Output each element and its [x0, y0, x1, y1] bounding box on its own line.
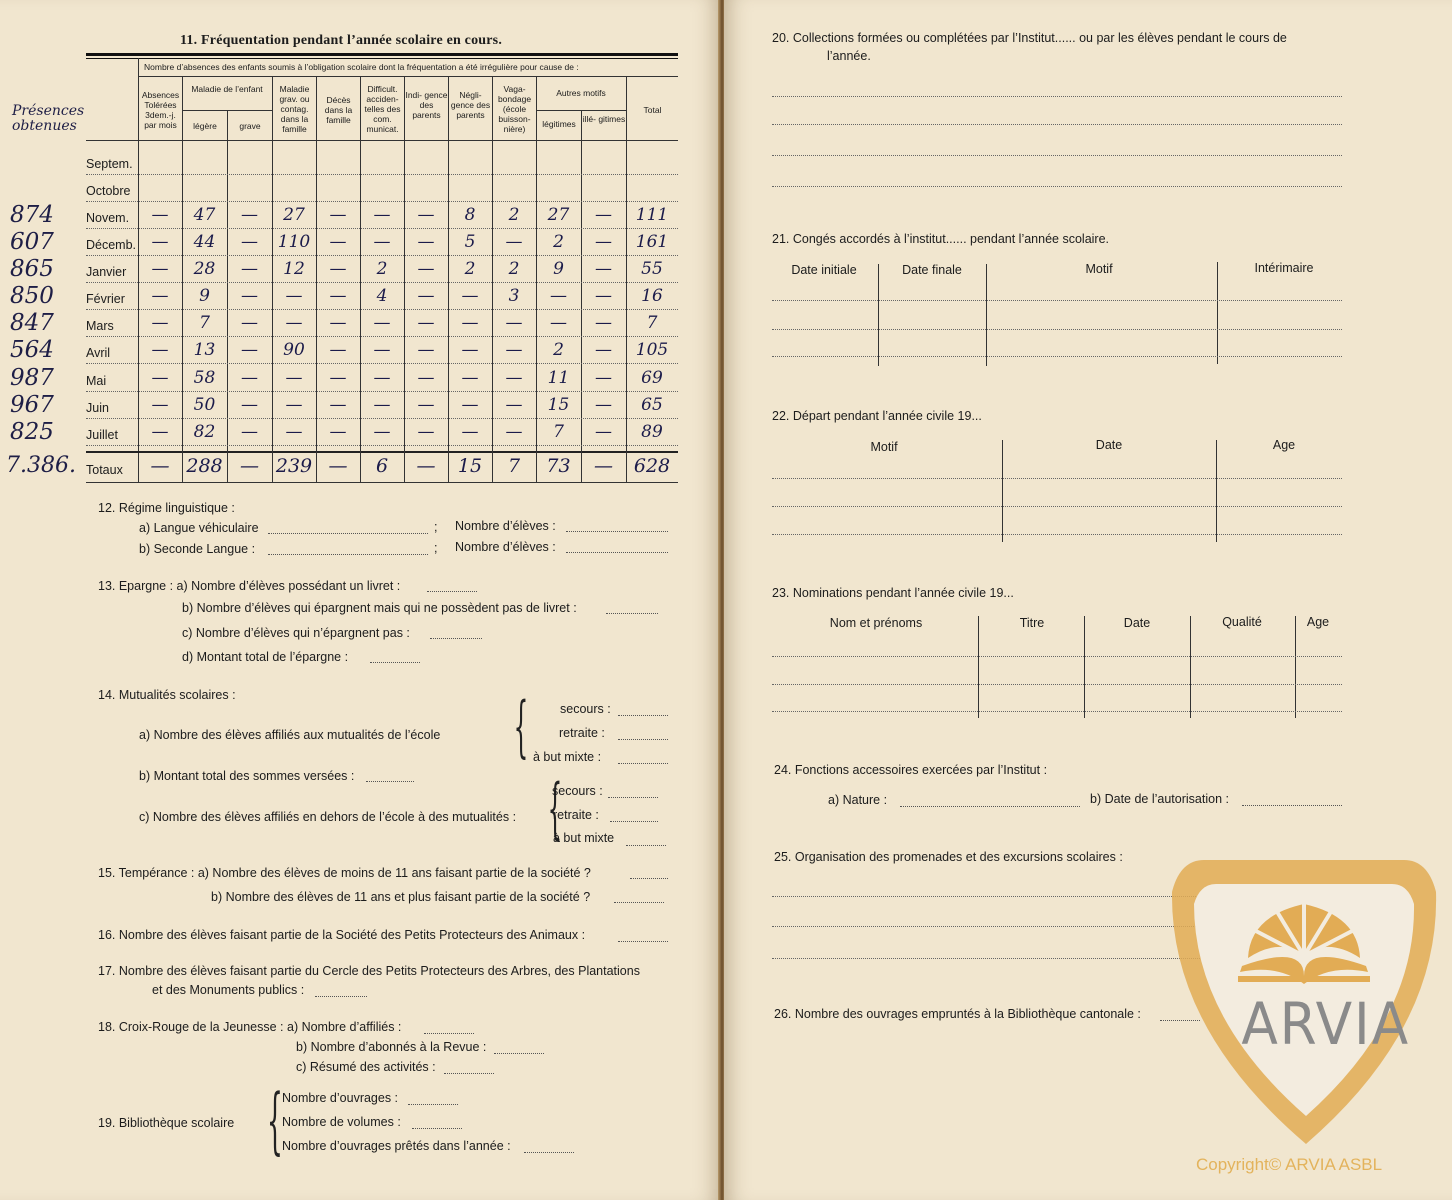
- month-label: Mars: [86, 319, 114, 333]
- dotted-line: [772, 711, 1342, 712]
- attendance-cell: —: [505, 422, 523, 442]
- s22-title: 22. Départ pendant l’année civile 19...: [772, 409, 982, 423]
- attendance-cell: 11: [547, 368, 570, 388]
- attendance-cell: —: [241, 368, 258, 388]
- dotted-line: [606, 601, 658, 619]
- col-line: [1084, 616, 1085, 718]
- attendance-cell: —: [241, 286, 258, 306]
- dotted-line: [772, 478, 1342, 479]
- dotted-line: [772, 506, 1342, 507]
- s21-col-date-initiale: Date initiale: [791, 263, 857, 277]
- attendance-cell: 2: [376, 259, 388, 279]
- attendance-cell: —: [151, 340, 169, 360]
- attendance-cell: 111: [635, 205, 669, 225]
- month-label: Septem.: [86, 157, 133, 171]
- hdr-legere: légère: [193, 121, 217, 131]
- attendance-cell: —: [505, 232, 523, 252]
- month-label: Mai: [86, 374, 107, 388]
- attendance-cell: —: [417, 422, 435, 442]
- attendance-cell: 27: [547, 205, 570, 225]
- attendance-cell: —: [373, 368, 391, 388]
- presence-value: 850: [10, 283, 54, 309]
- copyright-notice: Copyright© ARVIA ASBL: [1196, 1155, 1383, 1174]
- dotted-line: [772, 356, 1342, 357]
- attendance-cell: —: [461, 313, 479, 333]
- s21-col-date-finale: Date finale: [902, 263, 962, 277]
- hdr-grave: grave: [239, 121, 261, 131]
- col-line: [986, 264, 987, 366]
- dotted-line: [427, 579, 477, 597]
- attendance-cell: 3: [508, 286, 520, 306]
- s15-b: b) Nombre des élèves de 11 ans et plus faisant partie de la société ?: [211, 890, 591, 904]
- s23-col-qualite: Qualité: [1222, 615, 1262, 629]
- attendance-cell: —: [241, 313, 258, 333]
- attendance-cell: —: [595, 368, 612, 388]
- attendance-cell: —: [151, 313, 169, 333]
- dotted-line: [268, 542, 428, 560]
- s12-a: a) Langue véhiculaire: [139, 521, 259, 535]
- attendance-cell: —: [373, 422, 391, 442]
- dotted-line: [524, 1140, 574, 1158]
- attendance-cell: —: [550, 313, 567, 333]
- attendance-cell: —: [241, 232, 258, 252]
- total-cell: 73: [546, 455, 571, 477]
- dotted-line: [618, 929, 668, 947]
- attendance-cell: —: [285, 422, 303, 442]
- attendance-cell: —: [595, 340, 612, 360]
- attendance-cell: —: [329, 232, 347, 252]
- attendance-cell: —: [151, 368, 169, 388]
- attendance-cell: —: [550, 286, 567, 306]
- attendance-cell: —: [151, 205, 169, 225]
- col-line: [878, 264, 879, 366]
- attendance-cell: —: [285, 368, 303, 388]
- dotted-line: [618, 727, 668, 745]
- hdr-indigence: Indi- gence des parents: [405, 90, 448, 120]
- presence-value: 967: [10, 392, 54, 418]
- s23-col-age: Age: [1306, 615, 1330, 629]
- attendance-cell: —: [241, 259, 258, 279]
- s22-col-motif: Motif: [870, 440, 898, 454]
- attendance-cell: —: [151, 259, 169, 279]
- dotted-line: [1242, 793, 1342, 811]
- attendance-cell: 105: [635, 340, 669, 360]
- attendance-cell: 2: [553, 232, 564, 252]
- hdr-deces: Décès dans la famille: [324, 95, 353, 125]
- attendance-cell: 7: [646, 313, 658, 333]
- dotted-line: [900, 794, 1080, 812]
- attendance-cell: 16: [641, 286, 663, 306]
- s17-line2: et des Monuments publics :: [152, 983, 305, 997]
- attendance-cell: —: [461, 286, 479, 306]
- table-bottom-line: [86, 482, 678, 483]
- s14-b: b) Montant total des sommes versées :: [139, 769, 355, 783]
- dotted-line: [772, 534, 1342, 535]
- row-dotted-line: [86, 228, 678, 229]
- attendance-cell: —: [595, 232, 612, 252]
- row-dotted-line: [86, 309, 678, 310]
- attendance-cell: —: [241, 340, 258, 360]
- s25-text: 25. Organisation des promenades et des excursions scolaires :: [774, 850, 1123, 864]
- attendance-cell: 8: [464, 205, 476, 225]
- attendance-cell: —: [373, 395, 391, 415]
- dotted-line: [772, 124, 1342, 125]
- s13-title: 13. Epargne : a) Nombre d’élèves possédant un livret :: [98, 579, 401, 593]
- attendance-cell: —: [505, 313, 523, 333]
- attendance-cell: 15: [547, 395, 570, 415]
- attendance-cell: —: [461, 395, 479, 415]
- header-bottom-line: [86, 140, 678, 141]
- attendance-cell: 89: [641, 422, 663, 442]
- s20-line1: 20. Collections formées ou complétées par l’Institut...... ou par les élèves pendant le cours de: [772, 31, 1287, 45]
- dotted-line: [408, 1092, 458, 1110]
- attendance-cell: —: [329, 340, 347, 360]
- presence-value: 874: [10, 202, 54, 228]
- s24-a: a) Nature :: [828, 793, 888, 807]
- s18-title: 18. Croix-Rouge de la Jeunesse : a) Nombre d’affiliés :: [98, 1020, 402, 1034]
- attendance-cell: 44: [193, 232, 216, 252]
- attendance-cell: 65: [641, 395, 663, 415]
- attendance-cell: —: [417, 259, 435, 279]
- attendance-cell: —: [417, 232, 435, 252]
- attendance-cell: 4: [376, 286, 388, 306]
- total-cell: —: [240, 455, 259, 477]
- s13-c: c) Nombre d’élèves qui n’épargnent pas :: [182, 626, 410, 640]
- attendance-cell: —: [151, 286, 169, 306]
- s21-col-interimaire: Intérimaire: [1254, 261, 1314, 275]
- dotted-line: [566, 540, 668, 558]
- attendance-cell: 110: [277, 232, 311, 252]
- s12-title: 12. Régime linguistique :: [98, 501, 235, 515]
- attendance-cell: 9: [199, 286, 210, 306]
- s24-title: 24. Fonctions accessoires exercées par l’Institut :: [774, 763, 1048, 777]
- attendance-cell: —: [595, 422, 612, 442]
- s12-b: b) Seconde Langue :: [139, 542, 256, 556]
- attendance-cell: —: [373, 205, 391, 225]
- s22-col-date: Date: [1095, 438, 1123, 452]
- attendance-cell: —: [329, 205, 347, 225]
- s14-secours2: secours :: [552, 784, 603, 798]
- attendance-cell: —: [329, 422, 347, 442]
- dotted-line: [430, 626, 482, 644]
- month-label: Octobre: [86, 184, 131, 198]
- s19-ouvrages: Nombre d’ouvrages :: [282, 1091, 399, 1105]
- dotted-line: [370, 650, 420, 668]
- header-line: [138, 76, 678, 77]
- dotted-line: [366, 769, 414, 787]
- dotted-line: [608, 785, 658, 803]
- month-label: Juin: [86, 401, 109, 415]
- attendance-cell: 13: [193, 340, 216, 360]
- attendance-cell: —: [461, 422, 479, 442]
- presence-value: 847: [10, 310, 54, 336]
- totals-line: [86, 451, 678, 453]
- total-cell: 7: [507, 455, 521, 477]
- dotted-line: [424, 1021, 474, 1039]
- dotted-line: [315, 984, 367, 1002]
- hdr-negligence: Négli- gence des parents: [450, 90, 491, 120]
- attendance-cell: —: [417, 286, 435, 306]
- s12-nb1: Nombre d’élèves :: [455, 519, 556, 533]
- col-line: [1002, 440, 1003, 542]
- row-dotted-line: [86, 174, 678, 175]
- dotted-line: [772, 155, 1342, 156]
- title-rule-thin: [86, 58, 678, 59]
- title-rule-thick: [86, 53, 678, 56]
- month-label: Juillet: [86, 428, 118, 442]
- attendance-cell: —: [373, 340, 391, 360]
- total-cell: —: [328, 455, 348, 477]
- attendance-cell: 2: [508, 259, 520, 279]
- attendance-cell: —: [461, 368, 479, 388]
- attendance-cell: 2: [464, 259, 476, 279]
- s22-col-age: Age: [1272, 438, 1296, 452]
- attendance-cell: —: [417, 205, 435, 225]
- attendance-cell: —: [373, 232, 391, 252]
- attendance-cell: —: [417, 368, 435, 388]
- attendance-cell: —: [285, 286, 303, 306]
- s23-title: 23. Nominations pendant l’année civile 19...: [772, 586, 1014, 600]
- attendance-cell: —: [373, 313, 391, 333]
- attendance-cell: —: [241, 205, 258, 225]
- attendance-cell: —: [417, 313, 435, 333]
- attendance-cell: —: [329, 395, 347, 415]
- section-11-title: 11. Fréquentation pendant l’année scolaire en cours.: [180, 33, 503, 48]
- hdr-maladie-grav: Maladie grav. ou contag. dans la famille: [279, 84, 310, 134]
- month-label: Décemb.: [86, 238, 137, 252]
- dotted-line: [626, 833, 666, 851]
- s12-semi-1: ;: [434, 520, 438, 534]
- dotted-line: [618, 751, 668, 769]
- attendance-cell: —: [595, 205, 612, 225]
- dotted-line: [772, 656, 1342, 657]
- attendance-cell: —: [417, 340, 435, 360]
- s26-text: 26. Nombre des ouvrages empruntés à la Bibliothèque cantonale :: [774, 1007, 1141, 1021]
- s14-retraite: retraite :: [559, 726, 605, 740]
- s14-retraite2: retraite :: [553, 808, 599, 822]
- left-page: [0, 0, 720, 1200]
- hdr-autres: Autres motifs: [556, 88, 606, 98]
- total-cell: 288: [186, 455, 223, 477]
- logo-text: ARVIA: [1241, 990, 1410, 1058]
- attendance-cell: —: [329, 368, 347, 388]
- attendance-cell: —: [595, 395, 612, 415]
- total-cell: 628: [633, 455, 671, 477]
- presence-value: 564: [10, 337, 54, 363]
- presence-total: 7.386.: [6, 453, 76, 478]
- hdr-legitimes: légitimes: [542, 119, 576, 129]
- s14-mixte2: à but mixte: [553, 831, 615, 845]
- s13-d: d) Montant total de l’épargne :: [182, 650, 349, 664]
- month-label: Avril: [86, 346, 111, 360]
- s14-mixte: à but mixte :: [533, 750, 602, 764]
- attendance-cell: 28: [193, 259, 216, 279]
- s20-line2: l’année.: [827, 49, 871, 63]
- total-cell: —: [150, 455, 170, 477]
- attendance-cell: —: [595, 313, 612, 333]
- hdr-illegitimes: illé- gitimes: [582, 114, 626, 124]
- month-label: Janvier: [86, 265, 127, 279]
- s23-col-titre: Titre: [1019, 616, 1045, 630]
- attendance-cell: —: [151, 395, 169, 415]
- attendance-cell: —: [285, 395, 303, 415]
- col-line: [978, 616, 979, 718]
- row-dotted-line: [86, 391, 678, 392]
- attendance-cell: —: [151, 232, 169, 252]
- s17-line1: 17. Nombre des élèves faisant partie du Cercle des Petits Protecteurs des Arbres, des Plantations: [98, 964, 640, 978]
- s13-b: b) Nombre d’élèves qui épargnent mais qui ne possèdent pas de livret :: [182, 601, 577, 615]
- attendance-cell: 69: [641, 368, 663, 388]
- hdr-maladie: Maladie de l’enfant: [191, 84, 263, 94]
- dotted-line: [566, 519, 668, 537]
- attendance-cell: 90: [283, 340, 305, 360]
- attendance-cell: —: [595, 286, 612, 306]
- s24-b: b) Date de l’autorisation :: [1090, 792, 1229, 806]
- arvia-logo: [1168, 858, 1440, 1148]
- month-label: Février: [86, 292, 125, 306]
- s14-c: c) Nombre des élèves affiliés en dehors de l’école à des mutualités :: [139, 810, 517, 824]
- s19-volumes: Nombre de volumes :: [282, 1115, 401, 1129]
- s12-nb2: Nombre d’élèves :: [455, 540, 556, 554]
- col-line: [1295, 616, 1296, 718]
- dotted-line: [618, 703, 668, 721]
- row-dotted-line: [86, 201, 678, 202]
- s14-a: a) Nombre des élèves affiliés aux mutualités de l’école: [139, 728, 441, 742]
- attendance-cell: —: [417, 395, 435, 415]
- brace-icon: {: [547, 770, 563, 847]
- total-cell: —: [594, 455, 613, 477]
- attendance-cell: 7: [199, 313, 210, 333]
- brace-icon: {: [513, 688, 529, 765]
- total-cell: 239: [275, 455, 313, 477]
- attendance-cell: 161: [635, 232, 669, 252]
- s14-secours: secours :: [560, 702, 611, 716]
- dotted-line: [772, 96, 1342, 97]
- row-dotted-line: [86, 282, 678, 283]
- s21-title: 21. Congés accordés à l’institut...... pendant l’année scolaire.: [772, 232, 1110, 246]
- attendance-cell: —: [505, 340, 523, 360]
- attendance-cell: —: [241, 395, 258, 415]
- s19-title: 19. Bibliothèque scolaire: [98, 1116, 235, 1130]
- s12-semi-2: ;: [434, 541, 438, 555]
- row-dotted-line: [86, 363, 678, 364]
- s18-c: c) Résumé des activités :: [296, 1060, 436, 1074]
- attendance-cell: 9: [553, 259, 564, 279]
- dotted-line: [630, 866, 668, 884]
- attendance-cell: —: [329, 286, 347, 306]
- dotted-line: [772, 300, 1342, 301]
- total-cell: 6: [375, 455, 389, 477]
- col-line: [1216, 440, 1217, 542]
- col-line: [1217, 262, 1218, 364]
- dotted-line: [772, 329, 1342, 330]
- row-dotted-line: [86, 255, 678, 256]
- s18-b: b) Nombre d’abonnés à la Revue :: [296, 1040, 487, 1054]
- dotted-line: [444, 1061, 494, 1079]
- dotted-line: [610, 809, 658, 827]
- attendance-cell: —: [241, 422, 258, 442]
- hdr-total: Total: [643, 105, 662, 115]
- hdr-absences: Absences Tolérées 3dem.-j. par mois: [141, 90, 180, 130]
- margin-note: Présences obtenues: [12, 103, 85, 134]
- attendance-cell: 55: [641, 259, 663, 279]
- s19-pretes: Nombre d’ouvrages prêtés dans l’année :: [282, 1139, 511, 1153]
- attendance-cell: 5: [464, 232, 476, 252]
- attendance-cell: 12: [283, 259, 305, 279]
- col-line: [1190, 616, 1191, 718]
- attendance-cell: 2: [553, 340, 564, 360]
- s16-text: 16. Nombre des élèves faisant partie de la Société des Petits Protecteurs des Animaux :: [98, 928, 586, 942]
- brace-icon: {: [266, 1078, 283, 1162]
- attendance-cell: 58: [193, 368, 216, 388]
- attendance-cell: —: [151, 422, 169, 442]
- attendance-cell: —: [329, 313, 347, 333]
- hdr-vagabondage: Vaga- bondage (école buisson- nière): [497, 84, 532, 134]
- dotted-line: [614, 890, 664, 908]
- dotted-line: [494, 1041, 544, 1059]
- dotted-line: [268, 521, 428, 539]
- attendance-cell: 47: [193, 205, 216, 225]
- attendance-cell: 2: [508, 205, 520, 225]
- dotted-line: [772, 684, 1342, 685]
- row-dotted-line: [86, 445, 678, 446]
- presence-value: 825: [10, 419, 54, 445]
- attendance-cell: 82: [193, 422, 216, 442]
- month-label: Novem.: [86, 211, 130, 225]
- presence-value: 865: [10, 256, 54, 282]
- total-cell: —: [416, 455, 436, 477]
- s23-col-date: Date: [1123, 616, 1151, 630]
- attendance-cell: —: [461, 340, 479, 360]
- totals-label: Totaux: [86, 463, 123, 477]
- s21-col-motif: Motif: [1085, 262, 1113, 276]
- s15-title: 15. Tempérance : a) Nombre des élèves de moins de 11 ans faisant partie de la société ?: [98, 866, 591, 880]
- attendance-cell: —: [285, 313, 303, 333]
- attendance-cell: 27: [283, 205, 305, 225]
- presence-value: 987: [10, 365, 54, 391]
- row-dotted-line: [86, 336, 678, 337]
- presence-value: 607: [10, 229, 54, 255]
- attendance-cell: —: [505, 395, 523, 415]
- dotted-line: [772, 186, 1342, 187]
- table-caption: Nombre d’absences des enfants soumis à l’obligation scolaire dont la fréquentation a été irrégulière pour cause de :: [144, 62, 579, 72]
- attendance-cell: 7: [553, 422, 564, 442]
- row-dotted-line: [86, 418, 678, 419]
- total-cell: 15: [457, 455, 483, 477]
- s14-title: 14. Mutualités scolaires :: [98, 688, 236, 702]
- dotted-line: [412, 1116, 462, 1134]
- s23-col-nom: Nom et prénoms: [829, 616, 923, 630]
- attendance-cell: —: [329, 259, 347, 279]
- hdr-difficult: Difficult. acciden- telles des com. municat.: [364, 84, 401, 134]
- attendance-cell: 50: [193, 395, 216, 415]
- attendance-cell: —: [505, 368, 523, 388]
- attendance-cell: —: [595, 259, 612, 279]
